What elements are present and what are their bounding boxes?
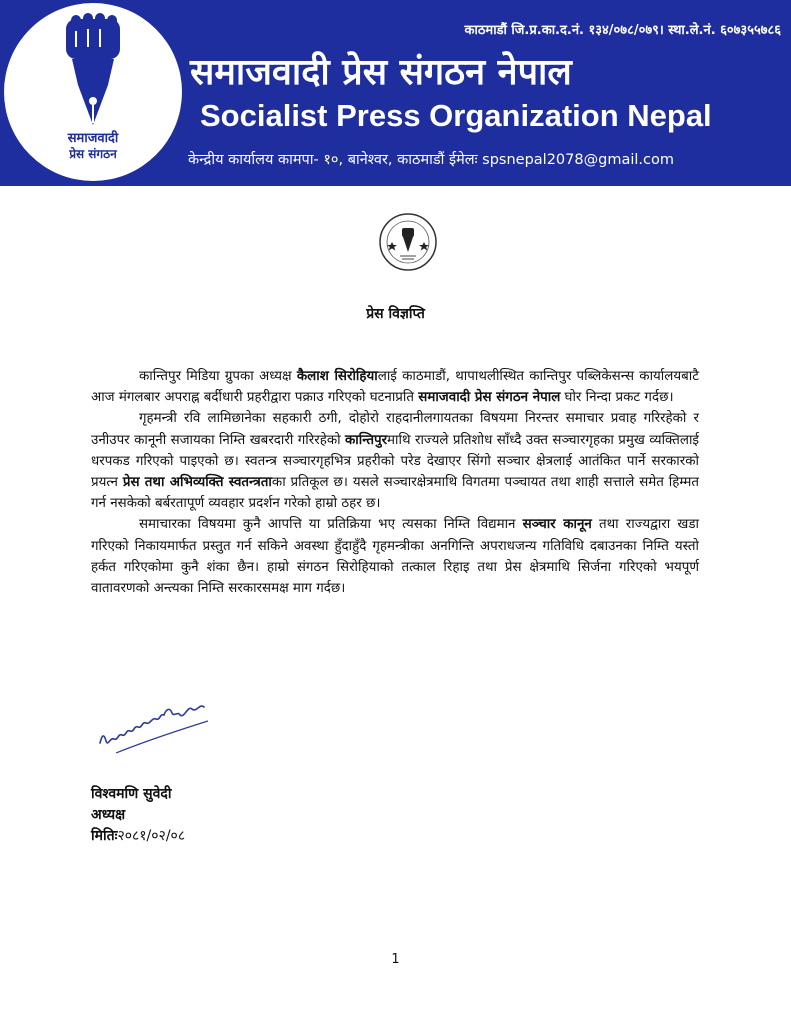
signer-title: अध्यक्ष — [91, 807, 126, 823]
paragraph-1 — [91, 366, 699, 408]
text-run: का प्रतिकूल छ। यसले सञ्चारक्षेत्रमाथि विगतमा पञ्चायत तथा शाही सत्ताले समेत हिम्मत गर्न नसकेको बर्बरतापूर्ण व्यवहार प्रदर्शन गरेको हाम्रो ठहर छ। — [91, 475, 700, 512]
office-address: केन्द्रीय कार्यालय कामपा- १०, बानेश्वर, काठमाडौं ईमेलः spsnepal2078@gmail.com — [188, 152, 674, 168]
page-number: 1 — [391, 952, 400, 967]
bold-text-run: समाजवादी प्रेस संगठन नेपाल — [418, 390, 561, 406]
letterhead-banner — [0, 0, 791, 186]
text-run: माथि राज्यले प्रतिशोध साँध्दै उक्त सञ्चारगृहका प्रमुख व्यक्तिलाई धरपकड गरिएको पाइएको छ। स्वतन्त्र सञ्चारगृहभित्र प्रहरीको परेड देखाएर सिंगो सञ्चार क्षेत्रलाई आतंकित पार्ने सरकारको प्रयत्न — [91, 432, 699, 491]
registration-number: काठमाडौं जि.प्र.का.द.नं. १३४/०७८/०७९। स्था.ले.नं. ६०७३५५७८६ — [464, 23, 781, 38]
date-value: २०८१/०२/०८ — [117, 828, 186, 844]
paragraph-2 — [91, 408, 699, 514]
logo-text-line1: समाजवादी — [67, 131, 119, 146]
bold-text-run: कान्तिपुर — [344, 432, 388, 448]
signer-name: विश्वमणि सुवेदी — [91, 786, 172, 802]
bold-text-run: प्रेस तथा अभिव्यक्ति स्वतन्त्रता — [122, 475, 272, 491]
date-label: मितिः — [91, 828, 118, 844]
text-run: लाई काठमाडौं, थापाथलीस्थित कान्तिपुर पब्लिकेसन्स कार्यालयबाटै आज मंगलबार अपराह्न बर्दीधारी प्रहरीद्वारा पक्राउ गरिएको घटनाप्रति — [91, 369, 699, 406]
organization-name-nepali: समाजवादी प्रेस संगठन नेपाल — [190, 52, 572, 93]
paragraph-3 — [91, 514, 699, 599]
bold-text-run: कैलाश सिरोहिया — [296, 369, 378, 384]
seal-stamp-icon — [378, 212, 438, 272]
text-run: कान्तिपुर मिडिया ग्रुपका अध्यक्ष — [139, 369, 297, 384]
document-heading: प्रेस विज्ञप्ति — [366, 306, 425, 322]
text-run: तथा राज्यद्वारा खडा गरिएको निकायमार्फत प्रस्तुत गर्न सकिने अवस्था हुँदाहुँदै गृहमन्त्रीका अनगिन्ति अपराधजन्य गतिविधि दबाउनका निम्ति यस्तो हर्कत गरिएकोमा कुनै शंका छैन। हाम्रो संगठन सिरोहियाको तत्काल रिहाइ तथा प्रेस क्षेत्रमाथि सिर्जना गरिएको भयपूर्ण वातावरणको अन्त्यका निम्ति सरकारसमक्ष माग गर्दछ। — [91, 517, 699, 597]
fist-pen-icon — [38, 13, 148, 128]
text-run: समाचारका विषयमा कुनै आपत्ति या प्रतिक्रिया भए त्यसका निम्ति विद्यमान — [139, 517, 523, 533]
signer-block — [91, 784, 185, 847]
handwritten-signature — [96, 697, 216, 761]
text-run: गृहमन्त्री रवि लामिछानेका सहकारी ठगी, दोहोरो राहदानीलगायतका विषयमा निरन्तर समाचार प्रवाह गरिरहेको र उनीउपर कानूनी सजायका निम्ति खबरदारी गरिरहेको — [91, 411, 699, 448]
text-run: घोर निन्दा प्रकट गर्दछ। — [560, 390, 674, 406]
date-line — [91, 826, 185, 847]
organization-logo — [4, 3, 182, 181]
press-release-body — [91, 366, 699, 599]
organization-seal — [378, 212, 438, 276]
bold-text-run: सञ्चार कानून — [522, 517, 592, 533]
organization-name-english: Socialist Press Organization Nepal — [200, 98, 712, 133]
logo-text-line2: प्रेस संगठन — [69, 147, 117, 161]
